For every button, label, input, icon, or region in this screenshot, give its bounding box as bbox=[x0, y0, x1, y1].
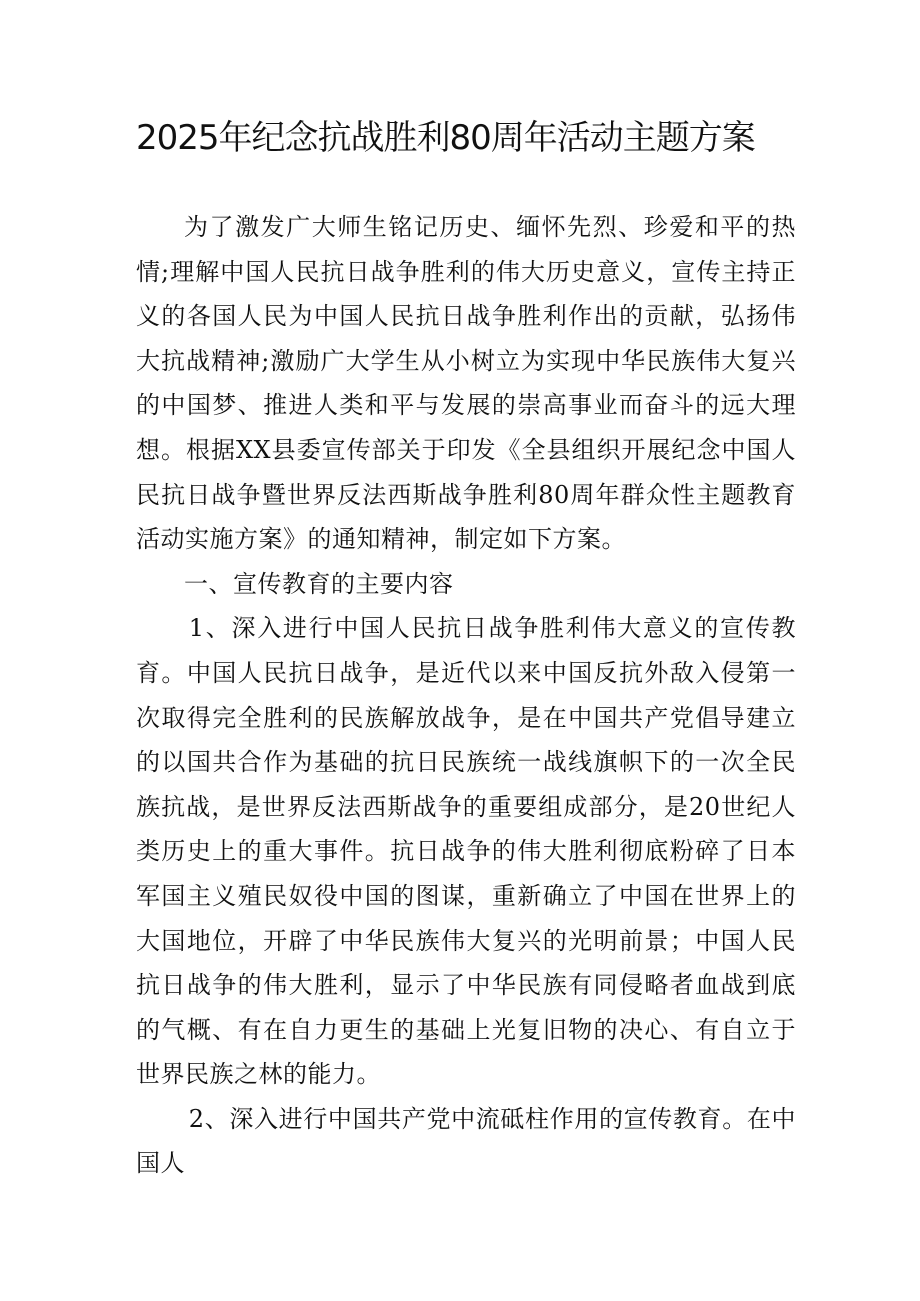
document-body bbox=[136, 205, 796, 1186]
paragraph-item-2: 2、深入进行中国共产党中流砥柱作用的宣传教育。在中国人 bbox=[136, 1104, 796, 1178]
section-heading-1: 一、宣传教育的主要内容 bbox=[184, 569, 454, 598]
paragraph-intro: 为了激发广大师生铭记历史、缅怀先烈、珍爱和平的热情;理解中国人民抗日战争胜利的伟大历史意义，宣传主持正义的各国人民为中国人民抗日战争胜利作出的贡献，弘扬伟大抗战精神;激励广大学生从小树立为实现中华民族伟大复兴的中国梦、推进人类和平与发展的崇高事业而奋斗的远大理想。根据XX县委宣传部关于印发《全县组织开展纪念中国人民抗日战争暨世界反法西斯战争胜利80周年群众性主题教育活动实施方案》的通知精神，制定如下方案。 bbox=[136, 213, 796, 554]
paragraph-item-1: 1、深入进行中国人民抗日战争胜利伟大意义的宣传教育。中国人民抗日战争，是近代以来中国反抗外敌入侵第一次取得完全胜利的民族解放战争，是在中国共产党倡导建立的以国共合作为基础的抗日民族统一战线旗帜下的一次全民族抗战，是世界反法西斯战争的重要组成部分，是20世纪人类历史上的重大事件。抗日战争的伟大胜利彻底粉碎了日本军国主义殖民奴役中国的图谋，重新确立了中国在世界上的大国地位，开辟了中华民族伟大复兴的光明前景；中国人民抗日战争的伟大胜利，显示了中华民族有同侵略者血战到底的气概、有在自力更生的基础上光复旧物的决心、有自立于世界民族之林的能力。 bbox=[136, 614, 796, 1089]
document-title: 2025年纪念抗战胜利80周年活动主题方案 bbox=[136, 118, 755, 158]
